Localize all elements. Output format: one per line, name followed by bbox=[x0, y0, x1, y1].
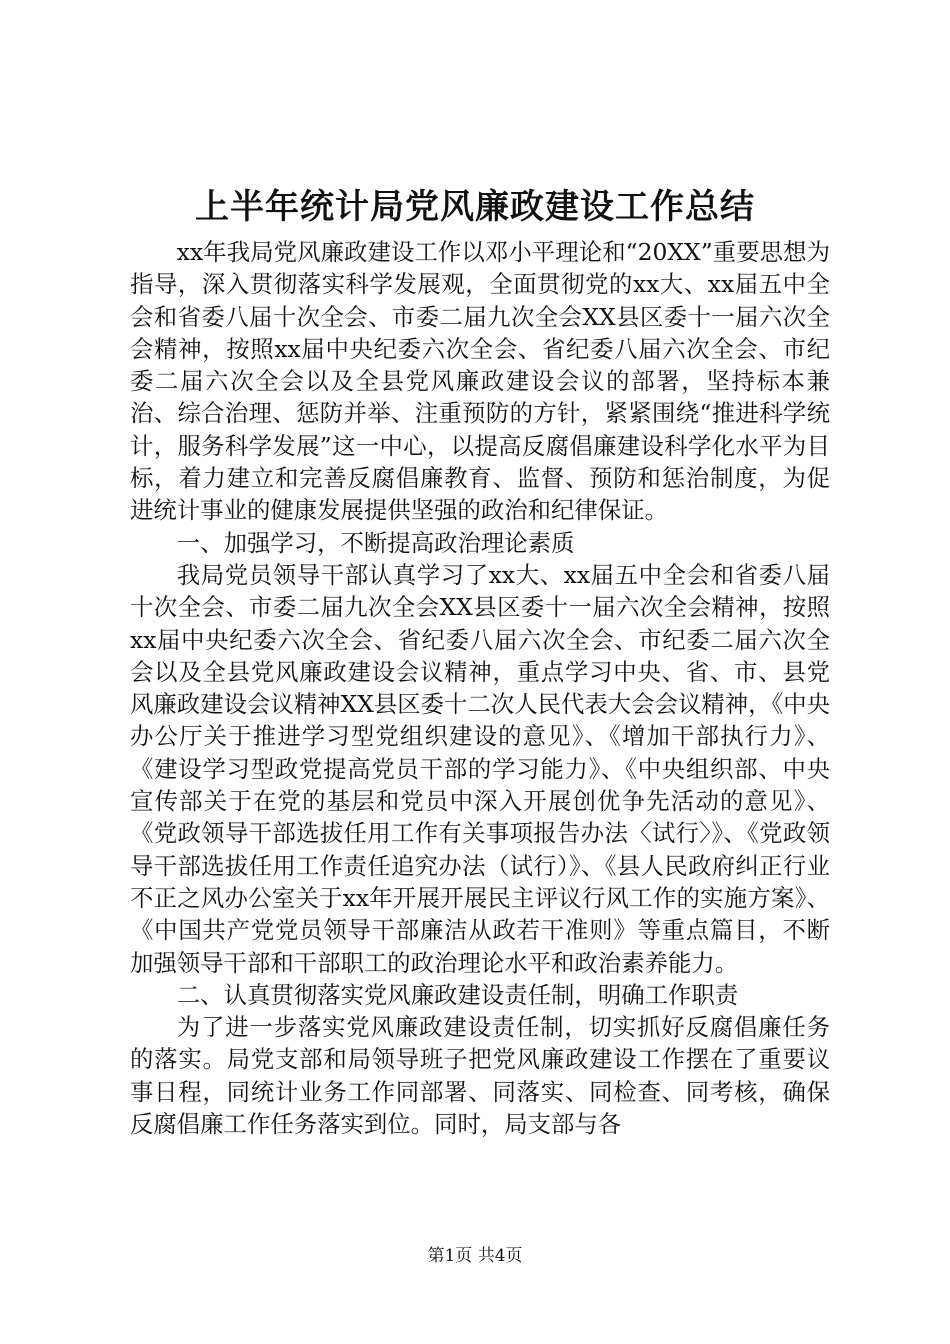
document-title: 上半年统计局党风廉政建设工作总结 bbox=[195, 187, 755, 227]
paragraph-section-1: 我局党员领导干部认真学习了xx大、xx届五中全会和省委八届十次全会、市委二届九次全会XX县区委十一届六次全会精神，按照xx届中央纪委六次全会、省纪委八届六次全会、市纪委二届六次全会以及全县党风廉政建设会议精神，重点学习中央、省、市、县党风廉政建设会议精神XX县区委十二次人民代表大会会议精神，《中央办公厅关于推进学习型党组织建设的意见》、《增加干部执行力》、《建设学习型政党提高党员干部的学习能力》、《中央组织部、中央宣传部关于在党的基层和党员中深入开展创优争先活动的意见》、《党政领导干部选拔任用工作有关事项报告办法〈试行〉》、《党政领导干部选拔任用工作责任追究办法（试行）》、《县人民政府纠正行业不正之风办公室关于xx年开展开展民主评议行风工作的实施方案》、《中国共产党党员领导干部廉洁从政若干准则》等重点篇目，不断加强领导干部和干部职工的政治理论水平和政治素养能力。 bbox=[130, 560, 830, 977]
page-number-footer: 第1页 共4页 bbox=[427, 1246, 523, 1266]
section-heading-1: 一、加强学习，不断提高政治理论素质 bbox=[176, 528, 575, 557]
paragraph-intro: xx年我局党风廉政建设工作以邓小平理论和“20XX”重要思想为指导，深入贯彻落实科学发展观，全面贯彻党的xx大、xx届五中全会和省委八届十次全会、市委二届九次全会XX县区委十一届六次全会精神，按照xx届中央纪委六次全会、省纪委八届六次全会、市纪委二届六次全会以及全县党风廉政建设会议的部署，坚持标本兼治、综合治理、惩防并举、注重预防的方针，紧紧围绕“推进科学统计，服务科学发展”这一中心，以提高反腐倡廉建设科学化水平为目标，着力建立和完善反腐倡廉教育、监督、预防和惩治制度，为促进统计事业的健康发展提供坚强的政治和纪律保证。 bbox=[130, 238, 830, 525]
paragraph-section-2: 为了进一步落实党风廉政建设责任制，切实抓好反腐倡廉任务的落实。局党支部和局领导班子把党风廉政建设工作摆在了重要议事日程，同统计业务工作同部署、同落实、同检查、同考核，确保反腐倡廉工作任务落实到位。同时，局支部与各 bbox=[130, 1013, 830, 1139]
section-heading-2: 二、认真贯彻落实党风廉政建设责任制，明确工作职责 bbox=[176, 980, 739, 1009]
document-body bbox=[130, 236, 830, 1140]
